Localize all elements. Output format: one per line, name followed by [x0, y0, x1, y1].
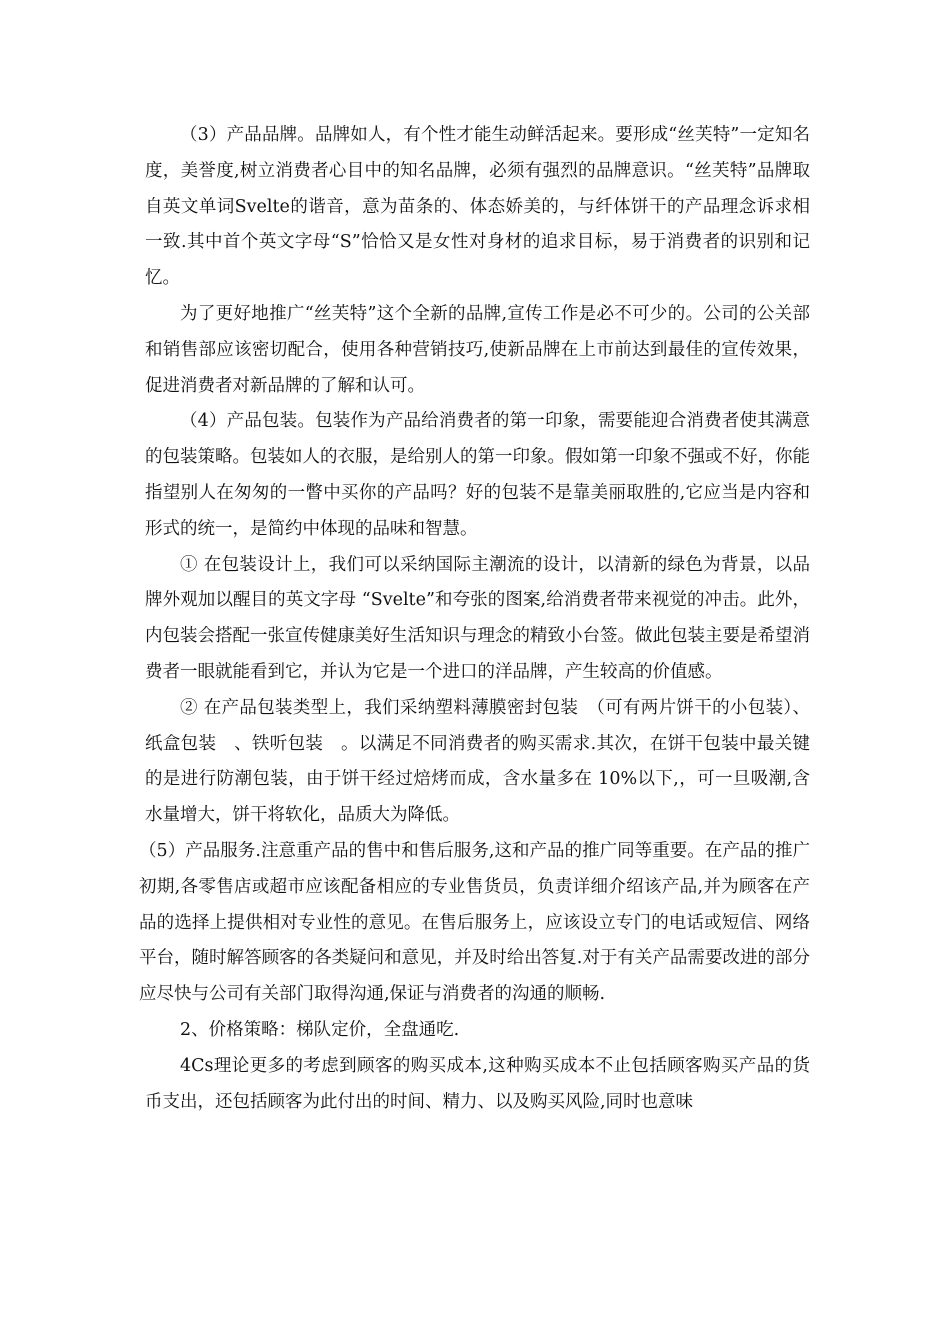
paragraph-product-packaging: （4）产品包装。包装作为产品给消费者的第一印象，需要能迎合消费者使其满意的包装策略。包装如人的衣服，是给别人的第一印象。假如第一印象不强或不好，你能指望别人在匆匆的一瞥中买你的产品吗？好的包装不是靠美丽取胜的,它应当是内容和形式的统一，是简约中体现的品味和智慧。	[145, 411, 810, 539]
paragraph-packaging-type: ② 在产品包装类型上，我们采纳塑料薄膜密封包装 （可有两片饼干的小包装）、纸盒包装 、铁听包装 。以满足不同消费者的购买需求.其次，在饼干包装中最关键的是进行防潮包装，由于饼干经过焙烤而成，含水量多在 10%以下,，可一旦吸潮,含水量增大，饼干将软化，品质大为降低。	[145, 697, 810, 826]
paragraph-packaging-design: ① 在包装设计上，我们可以采纳国际主潮流的设计，以清新的绿色为背景，以品牌外观加以醒目的英文字母 “Svelte”和夸张的图案,给消费者带来视觉的冲击。此外，内包装会搭配一张宣传健康美好生活知识与理念的精致小台签。做此包装主要是希望消费者一眼就能看到它，并认为它是一个进口的洋品牌，产生较高的价值感。	[145, 554, 810, 682]
paragraph-product-service: （5）产品服务.注意重产品的售中和售后服务,这和产品的推广同等重要。在产品的推广初期,各零售店或超市应该配备相应的专业售货员，负责详细介绍该产品,并为顾客在产品的选择上提供相对专业性的意见。在售后服务上，应该设立专门的电话或短信、网络平台，随时解答顾客的各类疑问和意见，并及时给出答复.对于有关产品需要改进的部分应尽快与公司有关部门取得沟通,保证与消费者的沟通的顺畅.	[139, 840, 810, 1005]
paragraph-price-strategy: 2、价格策略：梯队定价，全盘通吃.	[180, 1019, 460, 1040]
document-body	[139, 118, 810, 1120]
paragraph-product-brand: （3）产品品牌。品牌如人，有个性才能生动鲜活起来。要形成“丝芙特”一定知名度，美誉度,树立消费者心目中的知名品牌，必须有强烈的品牌意识。“丝芙特”品牌取自英文单词Svelte的谐音，意为苗条的、体态娇美的，与纤体饼干的产品理念诉求相一致.其中首个英文字母“S”恰恰又是女性对身材的追求目标，易于消费者的识别和记忆。	[145, 125, 810, 289]
paragraph-brand-promotion: 为了更好地推广“丝芙特”这个全新的品牌,宣传工作是必不可少的。公司的公关部和销售部应该密切配合，使用各种营销技巧,使新品牌在上市前达到最佳的宣传效果，促进消费者对新品牌的了解和认可。	[145, 303, 810, 396]
paragraph-4cs-theory: 4Cs理论更多的考虑到顾客的购买成本,这种购买成本不止包括顾客购买产品的货币支出，还包括顾客为此付出的时间、精力、以及购买风险,同时也意味	[145, 1055, 810, 1112]
